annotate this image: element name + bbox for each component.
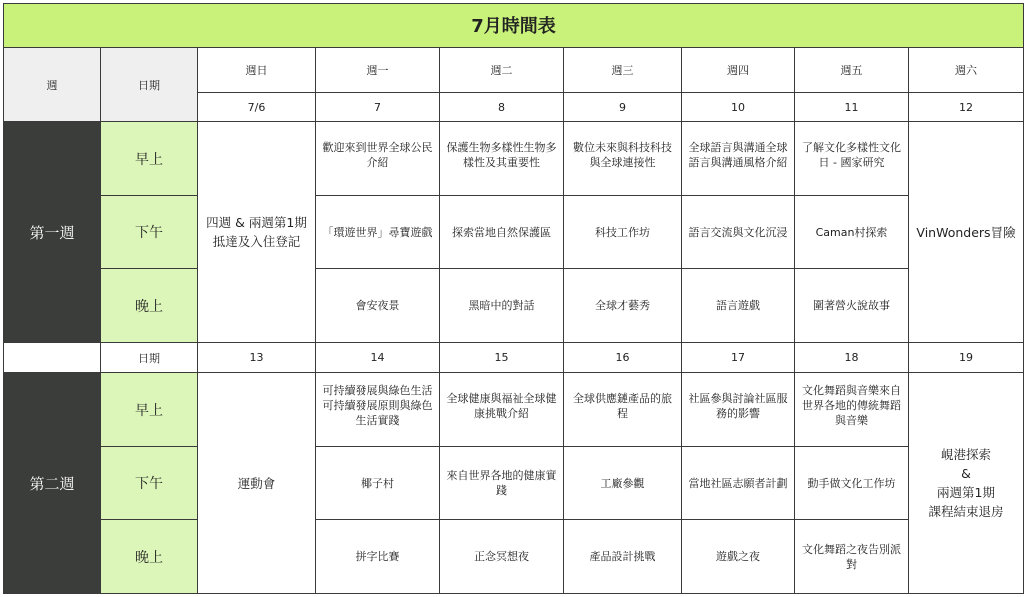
week1-morning-tue: 保護生物多樣性生物多樣性及其重要性 — [440, 122, 564, 195]
week1-morning-thu: 全球語言與溝通全球語言與溝通風格介紹 — [682, 122, 795, 195]
week1-evening-mon: 會安夜景 — [316, 269, 440, 342]
day-header-thu: 週四 — [682, 47, 795, 92]
week2-morning-thu: 社區參與討論社區服務的影響 — [682, 373, 795, 446]
week1-evening-tue: 黑暗中的對話 — [440, 269, 564, 342]
week1-date-sun: 7/6 — [198, 92, 316, 122]
week2-afternoon-tue: 來自世界各地的健康實踐 — [440, 446, 564, 519]
week2-morning-wed: 全球供應鏈產品的旅程 — [564, 373, 682, 446]
week1-morning-fri: 了解文化多樣性文化日 - 國家研究 — [795, 122, 909, 195]
week1-morning-mon: 歡迎來到世界全球公民介紹 — [316, 122, 440, 195]
day-header-mon: 週一 — [316, 47, 440, 92]
week2-date-fri: 18 — [795, 342, 909, 373]
schedule-table — [3, 3, 1024, 594]
week1-morning-wed: 數位未來與科技科技與全球連接性 — [564, 122, 682, 195]
week1-date-mon: 7 — [316, 92, 440, 122]
day-header-sat: 週六 — [909, 47, 1024, 92]
week2-morning-tue: 全球健康與福祉全球健康挑戰介紹 — [440, 373, 564, 446]
week2-sunday-activity: 運動會 — [198, 373, 316, 594]
week1-afternoon-tue: 探索當地自然保護區 — [440, 195, 564, 268]
week2-date-wed: 16 — [564, 342, 682, 373]
week2-date-sat: 19 — [909, 342, 1024, 373]
date-column-header: 日期 — [101, 47, 198, 122]
day-header-wed: 週三 — [564, 47, 682, 92]
week2-slot-afternoon: 下午 — [101, 446, 198, 519]
week2-evening-mon: 拼字比賽 — [316, 520, 440, 594]
week2-label: 第二週 — [4, 373, 101, 594]
day-header-sun: 週日 — [198, 47, 316, 92]
week2-afternoon-mon: 椰子村 — [316, 446, 440, 519]
day-header-tue: 週二 — [440, 47, 564, 92]
week1-afternoon-wed: 科技工作坊 — [564, 195, 682, 268]
week2-evening-wed: 產品設計挑戰 — [564, 520, 682, 594]
week1-afternoon-thu: 語言交流與文化沉浸 — [682, 195, 795, 268]
week2-morning-fri: 文化舞蹈與音樂來自世界各地的傳統舞蹈與音樂 — [795, 373, 909, 446]
week2-afternoon-wed: 工廠參觀 — [564, 446, 682, 519]
day-header-fri: 週五 — [795, 47, 909, 92]
week1-evening-wed: 全球才藝秀 — [564, 269, 682, 342]
week2-evening-thu: 遊戲之夜 — [682, 520, 795, 594]
week1-slot-afternoon: 下午 — [101, 195, 198, 268]
week2-morning-mon: 可持續發展與綠色生活可持續發展原則與綠色生活實踐 — [316, 373, 440, 446]
week-column-header: 週 — [4, 47, 101, 122]
week1-date-sat: 12 — [909, 92, 1024, 122]
week1-label: 第一週 — [4, 122, 101, 342]
week1-date-tue: 8 — [440, 92, 564, 122]
week1-slot-evening: 晚上 — [101, 269, 198, 342]
week2-date-sun: 13 — [198, 342, 316, 373]
week2-date-tue: 15 — [440, 342, 564, 373]
week1-afternoon-fri: Caman村探索 — [795, 195, 909, 268]
schedule-title: 7月時間表 — [4, 4, 1024, 48]
week2-blank-cell — [4, 342, 101, 373]
week1-afternoon-mon: 「環遊世界」尋寶遊戲 — [316, 195, 440, 268]
week2-afternoon-thu: 當地社區志願者計劃 — [682, 446, 795, 519]
week2-slot-evening: 晚上 — [101, 520, 198, 594]
week2-saturday-activity: 峴港探索 & 兩週第1期 課程結束退房 — [909, 373, 1024, 594]
week1-saturday-activity: VinWonders冒險 — [909, 122, 1024, 342]
week1-date-fri: 11 — [795, 92, 909, 122]
week2-afternoon-fri: 動手做文化工作坊 — [795, 446, 909, 519]
week2-evening-tue: 正念冥想夜 — [440, 520, 564, 594]
week1-slot-morning: 早上 — [101, 122, 198, 195]
week2-evening-fri: 文化舞蹈之夜告別派對 — [795, 520, 909, 594]
week1-date-thu: 10 — [682, 92, 795, 122]
week2-date-mon: 14 — [316, 342, 440, 373]
week2-date-label: 日期 — [101, 342, 198, 373]
week1-date-wed: 9 — [564, 92, 682, 122]
week1-sunday-activity: 四週 & 兩週第1期 抵達及入住登記 — [198, 122, 316, 342]
week2-slot-morning: 早上 — [101, 373, 198, 446]
week1-evening-thu: 語言遊戲 — [682, 269, 795, 342]
week2-date-thu: 17 — [682, 342, 795, 373]
week1-evening-fri: 圍著營火說故事 — [795, 269, 909, 342]
